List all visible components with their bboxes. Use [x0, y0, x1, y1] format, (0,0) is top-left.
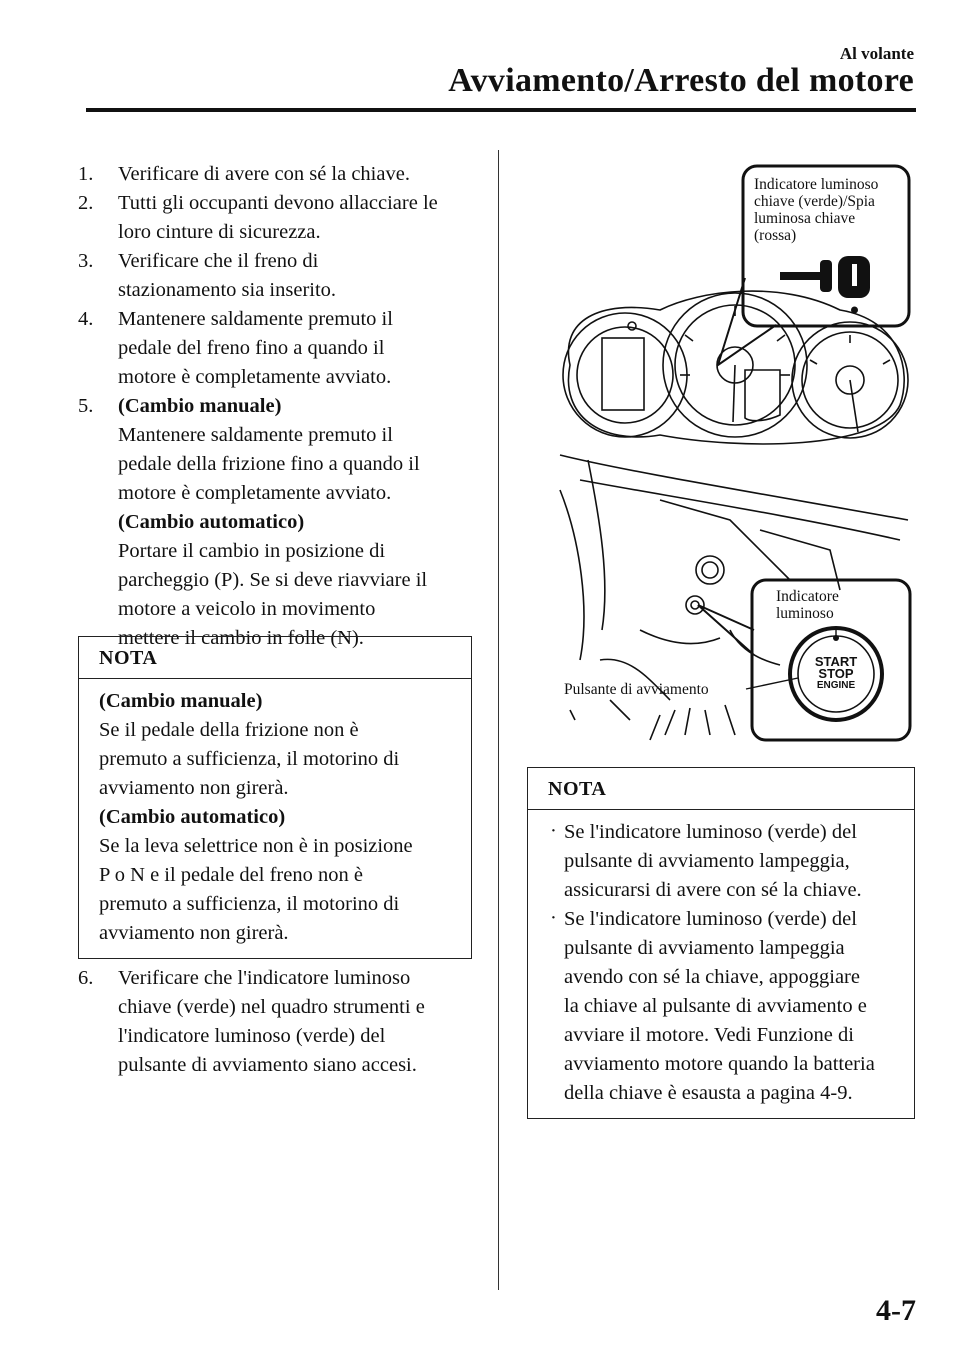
note-line: avviamento non girerà. — [99, 777, 289, 799]
label-line: luminoso — [776, 605, 834, 622]
step-5 — [78, 392, 472, 653]
note-body — [528, 810, 914, 1118]
step-number: 4. — [78, 308, 94, 330]
label-indicator — [776, 588, 839, 622]
label-line: Indicatore — [776, 588, 839, 605]
step-2 — [78, 189, 472, 247]
step-line: pedale del freno fino a quando il — [118, 337, 385, 359]
note-bullet — [548, 905, 896, 1108]
step-line: mettere il cambio in folle (N). — [118, 627, 364, 649]
step-number: 6. — [78, 967, 94, 989]
steps-list — [78, 160, 472, 653]
step-line: Verificare che il freno di — [118, 250, 319, 272]
step-line: motore è completamente avviato. — [118, 366, 392, 388]
step-line: Verificare che l'indicatore luminoso — [118, 967, 411, 989]
note-line: assicurarsi di avere con sé la chiave. — [564, 879, 862, 901]
note-line: Se la leva selettrice non è in posizione — [99, 835, 413, 857]
note-line: Se l'indicatore luminoso (verde) del — [564, 908, 857, 930]
button-text-start: START — [814, 654, 858, 669]
step-number: 3. — [78, 250, 94, 272]
step-line: motore è completamente avviato. — [118, 482, 392, 504]
step-line: l'indicatore luminoso (verde) del — [118, 1025, 386, 1047]
step-line: loro cinture di sicurezza. — [118, 221, 321, 243]
button-text-stop: STOP — [818, 666, 854, 681]
note-line: avendo con sé la chiave, appoggiare — [564, 966, 860, 988]
step-line: Tutti gli occupanti devono allacciare le — [118, 192, 438, 214]
note-title: NOTA — [79, 637, 471, 679]
note-line: premuto a sufficienza, il motorino di — [99, 893, 400, 915]
label-line: Indicatore luminoso — [754, 176, 879, 193]
step-4 — [78, 305, 472, 392]
note-subheading: (Cambio automatico) — [99, 806, 286, 828]
step-subheading: (Cambio automatico) — [118, 511, 305, 533]
step-line: pedale della frizione fino a quando il — [118, 453, 420, 475]
step-number: 5. — [78, 395, 94, 417]
step-subheading: (Cambio manuale) — [118, 395, 282, 417]
note-line: P o N e il pedale del freno non è — [99, 864, 363, 886]
step-line: Verificare di avere con sé la chiave. — [118, 163, 410, 185]
label-line: (rossa) — [754, 227, 797, 244]
note-body — [79, 679, 471, 958]
step-line: Mantenere saldamente premuto il — [118, 424, 393, 446]
note-line: Se il pedale della frizione non è — [99, 719, 359, 741]
step-6 — [78, 964, 472, 1080]
bullet-dot: · — [550, 820, 557, 842]
button-text-engine: ENGINE — [816, 680, 856, 691]
dashboard-illustration — [540, 160, 920, 750]
note-line: della chiave è esausta a pagina 4-9. — [564, 1082, 853, 1104]
step-number: 1. — [78, 163, 94, 185]
label-start-button: Pulsante di avviamento — [564, 681, 709, 698]
note-line: pulsante di avviamento lampeggia, — [564, 850, 850, 872]
step-line: Portare il cambio in posizione di — [118, 540, 386, 562]
step-line: pulsante di avviamento siano accesi. — [118, 1054, 417, 1076]
step-line: stazionamento sia inserito. — [118, 279, 337, 301]
step-3 — [78, 247, 472, 305]
note-title: NOTA — [528, 768, 914, 810]
label-line: luminosa chiave — [754, 210, 856, 227]
step-line: motore a veicolo in movimento — [118, 598, 376, 620]
start-stop-button — [796, 656, 876, 692]
bullet-dot: · — [550, 907, 557, 929]
page-number: 4-7 — [876, 1294, 916, 1327]
note-line: premuto a sufficienza, il motorino di — [99, 748, 400, 770]
note-line: Se l'indicatore luminoso (verde) del — [564, 821, 857, 843]
step-line: parcheggio (P). Se si deve riavviare il — [118, 569, 428, 591]
column-divider — [498, 150, 499, 1290]
note-line: pulsante di avviamento lampeggia — [564, 937, 845, 959]
note-subheading: (Cambio manuale) — [99, 690, 263, 712]
step-number: 2. — [78, 192, 94, 214]
header-rule — [86, 108, 916, 112]
label-line: chiave (verde)/Spia — [754, 193, 875, 210]
header-section-label: Al volante — [839, 44, 914, 63]
step-6-container — [78, 964, 472, 1080]
label-key-indicator — [754, 176, 878, 244]
note-box-indicator — [527, 767, 915, 1119]
step-line: Mantenere saldamente premuto il — [118, 308, 393, 330]
step-line: chiave (verde) nel quadro strumenti e — [118, 996, 425, 1018]
note-line: avviamento motore quando la batteria — [564, 1053, 875, 1075]
note-line: avviamento non girerà. — [99, 922, 289, 944]
page-title: Avviamento/Arresto del motore — [448, 62, 914, 99]
note-box-transmission — [78, 636, 472, 959]
note-line: la chiave al pulsante di avviamento e — [564, 995, 867, 1017]
step-1 — [78, 160, 472, 189]
note-line: avviare il motore. Vedi Funzione di — [564, 1024, 854, 1046]
note-bullet — [548, 818, 896, 905]
